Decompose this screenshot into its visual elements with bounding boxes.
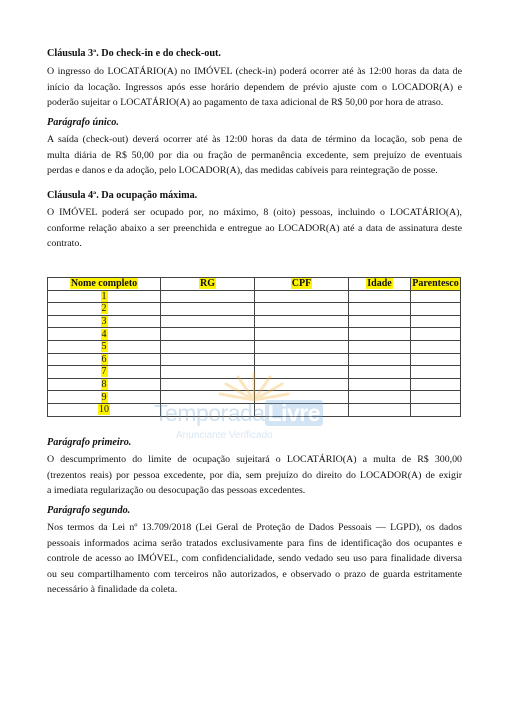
text-line: a imediata regularização ou desocupação das pessoas excedentes.	[47, 485, 306, 497]
rg-cell[interactable]	[161, 328, 255, 341]
text-line: conforme relação abaixo a ser preenchida e entregue ao LOCADOR(A) até a data de assinatura deste	[47, 222, 462, 234]
clause-4-heading: Cláusula 4ª. Da ocupação máxima.	[47, 190, 198, 201]
parentesco-cell[interactable]	[411, 378, 461, 391]
cpf-cell[interactable]	[255, 303, 349, 316]
header-nome-completo: Nome completo	[48, 278, 161, 291]
row-number-cell[interactable]: 8	[48, 378, 161, 391]
row-number-cell[interactable]: 5	[48, 340, 161, 353]
parentesco-cell[interactable]	[411, 340, 461, 353]
rg-cell[interactable]	[161, 340, 255, 353]
rg-cell[interactable]	[161, 353, 255, 366]
parentesco-cell[interactable]	[411, 403, 461, 416]
text-line: necessário à finalidade da coleta.	[47, 584, 178, 596]
header-rg: RG	[161, 278, 255, 291]
watermark-brand-a: Temporada	[154, 400, 265, 426]
text-line: ou seu compartilhamento com terceiros não autorizados, e observado o prazo de guarda estritamente	[47, 568, 462, 580]
text-line: O descumprimento do limite de ocupação sujeitará o LOCATÁRIO(A) a multa de R$ 300,00	[47, 454, 462, 465]
cpf-cell[interactable]	[255, 290, 349, 303]
table-row	[48, 290, 461, 303]
watermark-brand-b: Livre	[265, 400, 323, 426]
text-line: multa diária de R$ 50,00 por dia ou fração de permanência excedente, sem prejuízo de eventuais	[47, 149, 462, 161]
row-number-cell[interactable]: 1	[48, 290, 161, 303]
text-line: O IMÓVEL poderá ser ocupado por, no máximo, 8 (oito) pessoas, incluindo o LOCATÁRIO(A),	[47, 207, 462, 218]
idade-cell[interactable]	[349, 353, 411, 366]
rg-cell[interactable]	[161, 315, 255, 328]
row-number-cell[interactable]: 10	[48, 403, 161, 416]
row-number-cell[interactable]: 6	[48, 353, 161, 366]
parentesco-cell[interactable]	[411, 353, 461, 366]
text-line: pessoais informados acima serão tratados exclusivamente para fins de identificação dos ocupantes e	[47, 537, 462, 549]
table-row	[48, 315, 461, 328]
cpf-cell[interactable]	[255, 353, 349, 366]
table-row	[48, 303, 461, 316]
text-line: controle de acesso ao IMÓVEL, com confidencialidade, sendo vedado seu uso para finalidade diversa	[47, 553, 462, 565]
idade-cell[interactable]	[349, 315, 411, 328]
table-row	[48, 328, 461, 341]
clause-3-body	[47, 64, 462, 111]
row-number-cell[interactable]: 7	[48, 366, 161, 379]
cpf-cell[interactable]	[255, 328, 349, 341]
text-line: O ingresso do LOCATÁRIO(A) no IMÓVEL (check-in) poderá ocorrer até às 12:00 horas da data de	[47, 66, 462, 77]
parentesco-cell[interactable]	[411, 315, 461, 328]
table-row	[48, 340, 461, 353]
text-line: Nos termos da Lei nº 13.709/2018 (Lei Geral de Proteção de Dados Pessoais — LGPD), os dados	[47, 522, 462, 533]
first-paragraph-heading: Parágrafo primeiro.	[47, 437, 132, 448]
idade-cell[interactable]	[349, 378, 411, 391]
rg-cell[interactable]	[161, 290, 255, 303]
idade-cell[interactable]	[349, 303, 411, 316]
clause-3-heading: Cláusula 3ª. Do check-in e do check-out.	[47, 48, 221, 59]
parentesco-cell[interactable]	[411, 328, 461, 341]
text-line: perdas e danos e da adoção, pelo LOCADOR(A), das medidas cabíveis para reintegração de posse.	[47, 165, 438, 177]
parentesco-cell[interactable]	[411, 391, 461, 404]
header-cpf: CPF	[255, 278, 349, 291]
text-line: A saída (check-out) deverá ocorrer até às 12:00 horas da data de término da locação, sob pena de	[47, 134, 462, 145]
idade-cell[interactable]	[349, 340, 411, 353]
sole-paragraph-body	[47, 132, 462, 179]
header-parentesco: Parentesco	[412, 278, 459, 290]
clause-4-body	[47, 205, 462, 252]
table-row	[48, 353, 461, 366]
text-line: contrato.	[47, 238, 82, 250]
row-number-cell[interactable]: 9	[48, 391, 161, 404]
row-number-cell[interactable]: 2	[48, 303, 161, 316]
idade-cell[interactable]	[349, 391, 411, 404]
cpf-cell[interactable]	[255, 315, 349, 328]
parentesco-cell[interactable]	[411, 303, 461, 316]
sun-icon	[194, 370, 314, 404]
rg-cell[interactable]	[161, 303, 255, 316]
second-paragraph-heading: Parágrafo segundo.	[47, 505, 131, 516]
parentesco-cell[interactable]	[411, 290, 461, 303]
header-idade: Idade	[349, 278, 411, 291]
watermark-brand	[154, 400, 323, 427]
text-line: início da locação. Ingressos após esse horário dependem de prévio ajuste com o LOCADOR(A) e	[47, 81, 462, 93]
idade-cell[interactable]	[349, 328, 411, 341]
watermark-tagline: Anunciante Verificado	[176, 430, 273, 441]
sole-paragraph-heading: Parágrafo único.	[47, 117, 119, 128]
text-line: poderão sujeitar o LOCATÁRIO(A) ao pagamento de taxa adicional de R$ 50,00 por hora de atraso.	[47, 97, 444, 109]
cpf-cell[interactable]	[255, 340, 349, 353]
row-number-cell[interactable]: 4	[48, 328, 161, 341]
table-header-row	[48, 278, 461, 291]
idade-cell[interactable]	[349, 366, 411, 379]
first-paragraph-body	[47, 452, 462, 499]
text-line: (trezentos reais) por pessoa excedente, por dia, sem prejuízo do direito do LOCADOR(A) de exigir	[47, 469, 462, 481]
idade-cell[interactable]	[349, 403, 411, 416]
parentesco-cell[interactable]	[411, 366, 461, 379]
row-number-cell[interactable]: 3	[48, 315, 161, 328]
second-paragraph-body	[47, 520, 462, 598]
idade-cell[interactable]	[349, 290, 411, 303]
